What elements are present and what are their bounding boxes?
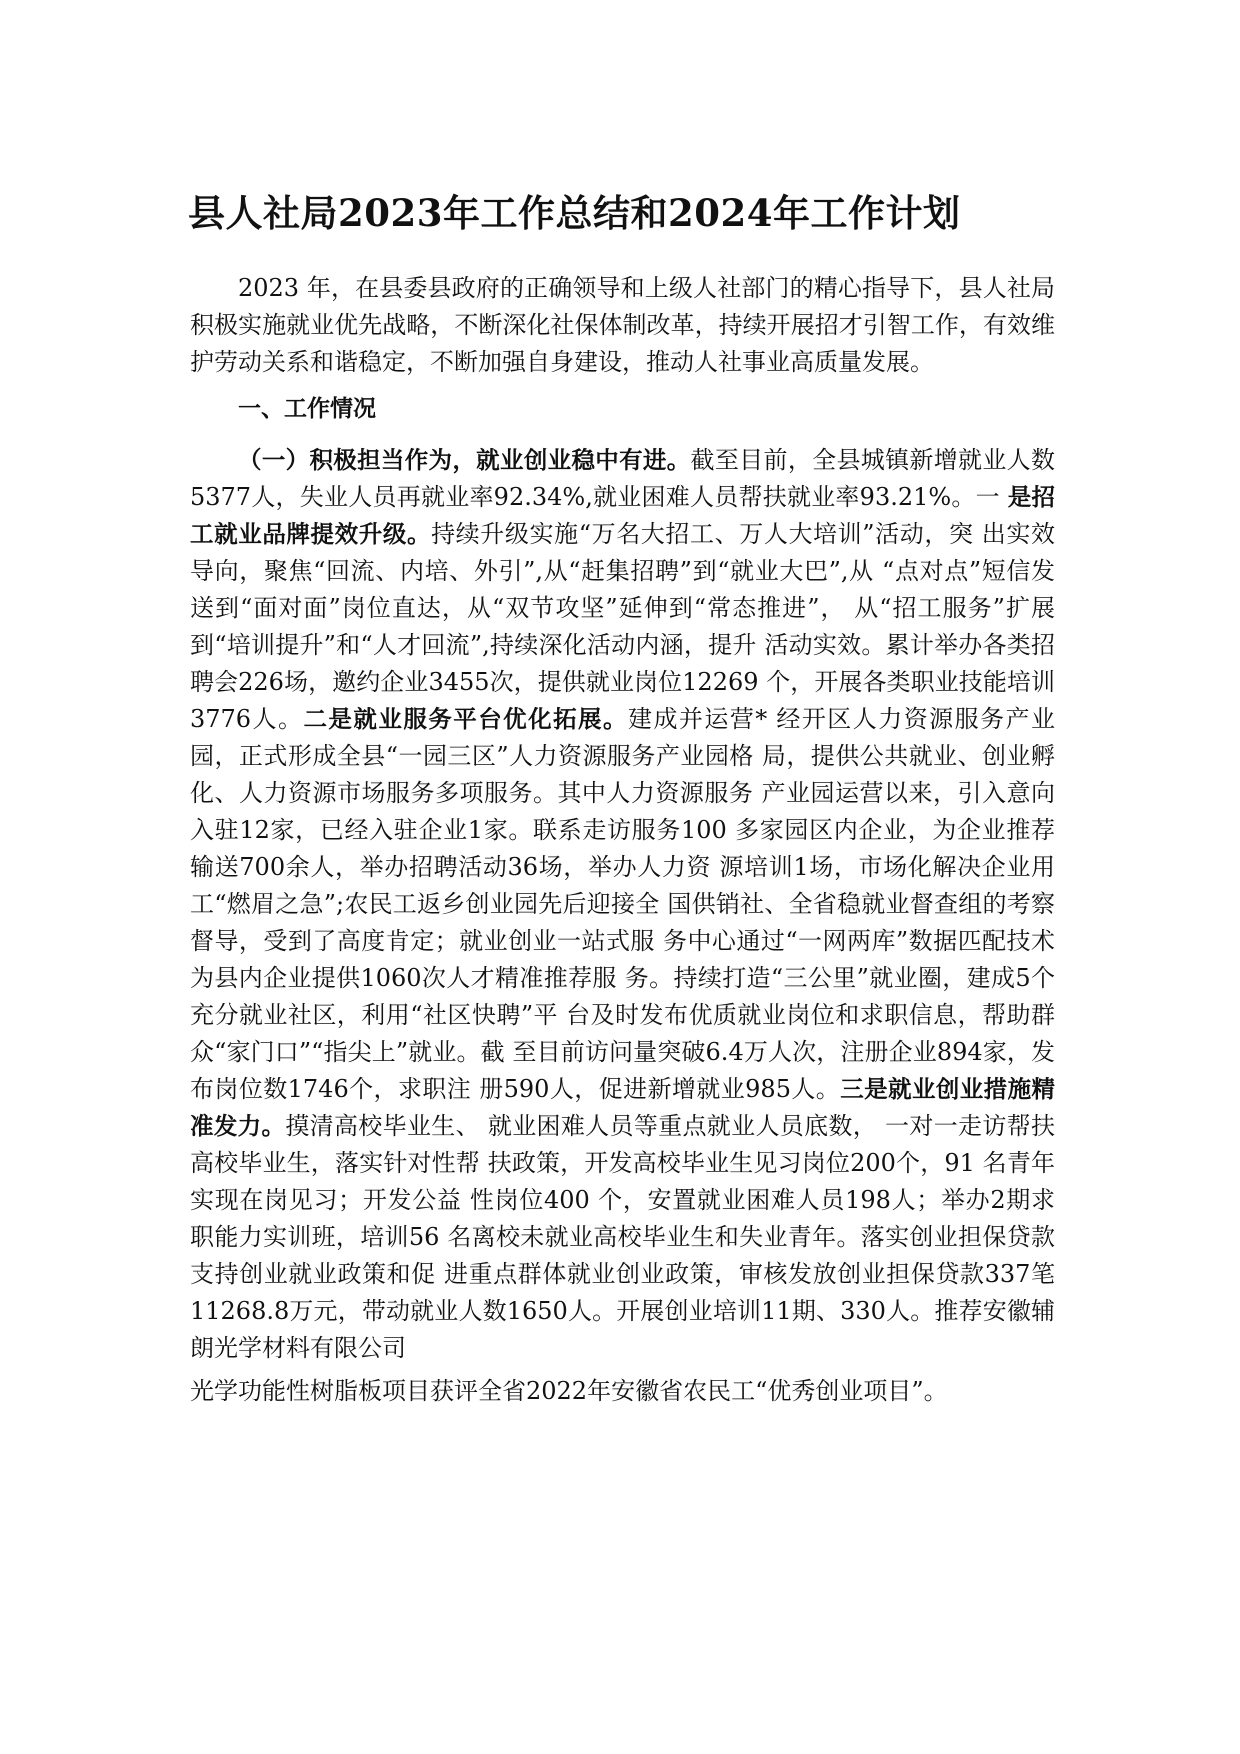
intro-paragraph: 2023 年，在县委县政府的正确领导和上级人社部门的精心指导下，县人社局积极实施就业优先战略，不断深化社保体制改革，持续开展招才引智工作，有效维护劳动关系和谐稳定，不断加强自身建设，推动人社事业高质量发展。	[190, 274, 1055, 376]
document-body	[190, 270, 1055, 1410]
point1-text: 持续升级实施“万名大招工、万人大培训”活动，突 出实效导向，聚焦“回流、内培、外引”,从“赶集招聘”到“就业大巴”,从 “点对点”短信发送到“面对面”岗位直达，从“双节攻坚”延伸到“常态推进”， 从“招工服务”扩展到“培训提升”和“人才回流”,持续深化活动内涵，提升 活动实效。累计举办各类招聘会226场，邀约企业3455次，提供就业岗位12269 个，开展各类职业技能培训3776人。	[190, 520, 1056, 733]
closing-line: 光学功能性树脂板项目获评全省2022年安徽省农民工“优秀创业项目”。	[190, 1377, 948, 1405]
point2-text: 建成并运营* 经开区人力资源服务产业园，正式形成全县“一园三区”人力资源服务产业园格 局，提供公共就业、创业孵化、人力资源市场服务多项服务。其中人力资源服务 产业园运营以来，引入意向入驻12家，已经入驻企业1家。联系走访服务100 多家园区内企业，为企业推荐输送700余人，举办招聘活动36场，举办人力资 源培训1场，市场化解决企业用工“燃眉之急”;农民工返乡创业园先后迎接全 国供销社、全省稳就业督查组的考察督导，受到了高度肯定；就业创业一站式服 务中心通过“一网两库”数据匹配技术为县内企业提供1060次人才精准推荐服 务。持续打造“三公里”就业圈，建成5个充分就业社区，利用“社区快聘”平 台及时发布优质就业岗位和求职信息，帮助群众“家门口”“指尖上”就业。截 至目前访问量突破6.4万人次，注册企业894家，发布岗位数1746个，求职注 册590人，促进新增就业985人。	[190, 705, 1056, 1103]
document-title: 县人社局2023年工作总结和2024年工作计划	[188, 191, 961, 235]
employment-summary-text: 截至目前，全县城镇新增就业人数5377人，失业人员再就业率92.34%,就业困难人员帮扶就业率93.21%。一	[190, 446, 1056, 511]
point3-text: 摸清高校毕业生、 就业困难人员等重点就业人员底数， 一对一走访帮扶高校毕业生，落实针对性帮 扶政策，开发高校毕业生见习岗位200个，91 名青年实现在岗见习；开发公益 性岗位400 个，安置就业困难人员198人；举办2期求职能力实训班，培训56 名离校未就业高校毕业生和失业青年。落实创业担保贷款支持创业就业政策和促 进重点群体就业创业政策，审核发放创业担保贷款337笔11268.8万元，带动就业人数1650人。开展创业培训11期、330人。推荐安徽辅朗光学材料有限公司	[190, 1112, 1055, 1362]
section-heading-work-status: 一、工作情况	[238, 396, 376, 422]
point2-heading: 二是就业服务平台优化拓展。	[303, 705, 628, 733]
point1-heading: 是招工就业品牌提效升级。	[190, 483, 1056, 548]
employment-paragraph	[190, 442, 1055, 1367]
subsection-heading-employment: （一）积极担当作为，就业创业稳中有进。	[238, 446, 691, 474]
point3-heading: 三是就业创业措施精准发力。	[190, 1075, 1055, 1140]
